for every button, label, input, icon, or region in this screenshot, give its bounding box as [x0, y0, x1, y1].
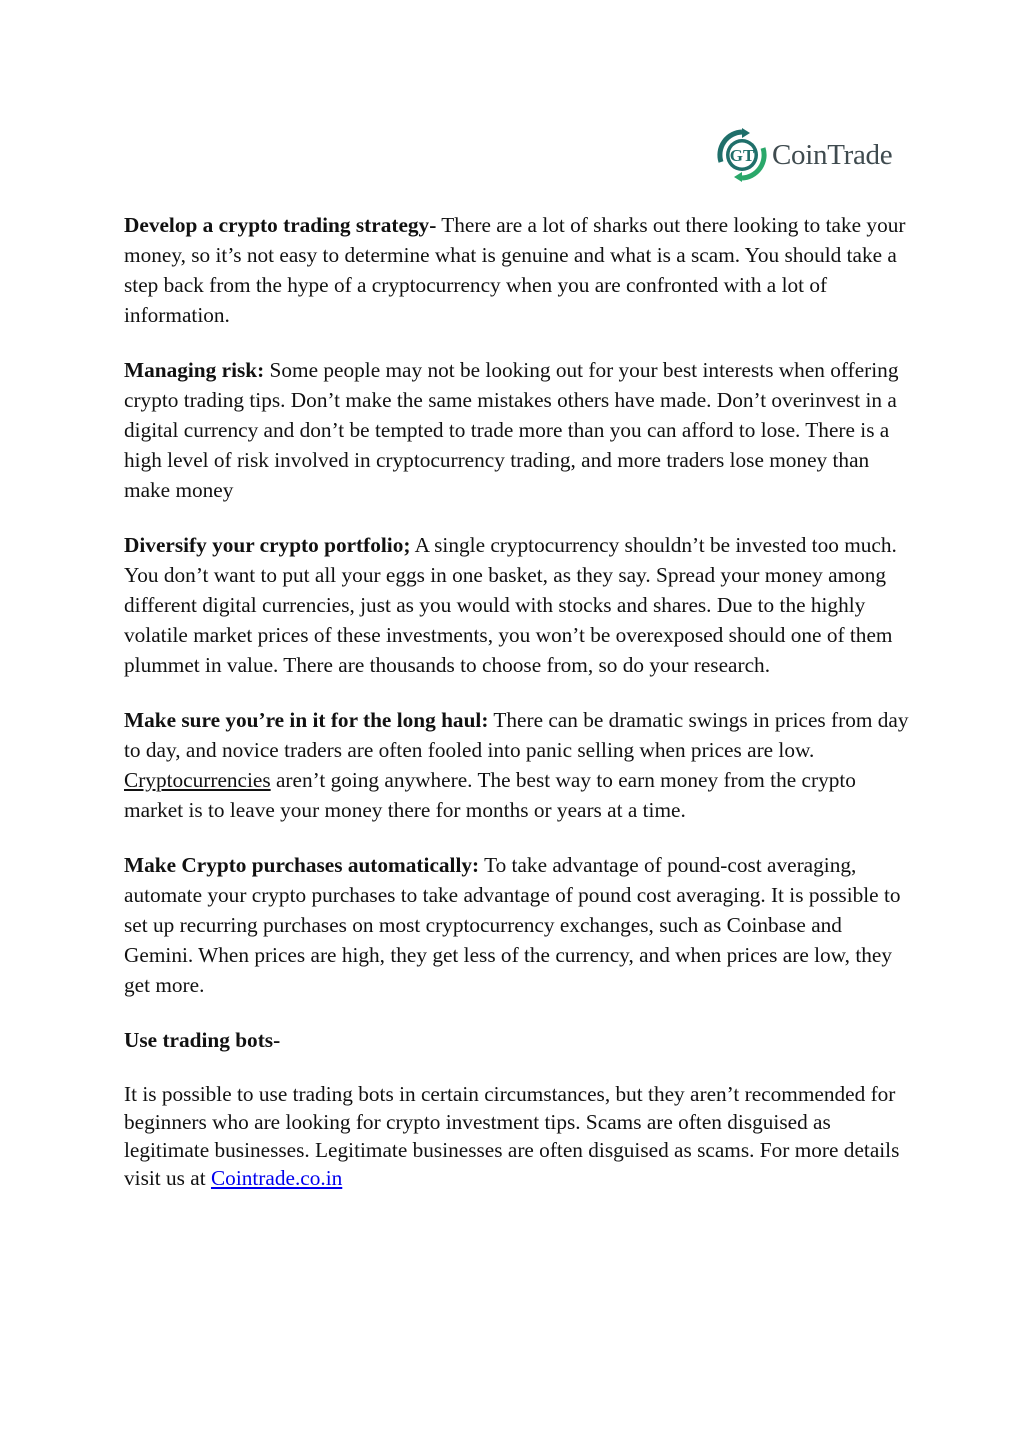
section-heading: Develop a crypto trading strategy-: [124, 213, 437, 237]
cryptocurrencies-link[interactable]: Cryptocurrencies: [124, 768, 271, 792]
section-heading: Make Crypto purchases automatically:: [124, 853, 480, 877]
section-text: To take advantage of pound-cost averaging, automate your crypto purchases to take advantage of pound cost averaging. It is possible to set up recurring purchases on most cryptocurrency exchanges, such as Coinbase and Gemini. When prices are high, they get less of the currency, and when prices are low, they get more.: [124, 853, 901, 997]
section-trading-bots-text: [124, 1080, 914, 1192]
section-heading: Make sure you’re in it for the long haul:: [124, 708, 489, 732]
section-heading: Use trading bots-: [124, 1028, 281, 1052]
section-heading: Diversify your crypto portfolio;: [124, 533, 411, 557]
cointrade-site-link[interactable]: Cointrade.co.in: [210, 1166, 343, 1190]
section-managing-risk: [124, 355, 914, 505]
section-heading: Managing risk:: [124, 358, 265, 382]
section-automatic-purchases: [124, 850, 914, 1000]
article-body: [124, 210, 914, 1217]
section-text-continued: aren’t going anywhere. The best way to earn money from the crypto market is to leave your money there for months or years at a time.: [124, 768, 856, 822]
section-text: A single cryptocurrency shouldn’t be invested too much. You don’t want to put all your eggs in one basket, as they say. Spread your money among different digital currencies, just as you would with stocks and shares. Due to the highly volatile market prices of these investments, you won’t be overexposed should one of them plummet in value. There are thousands to choose from, so do your research.: [124, 533, 897, 677]
section-diversify: [124, 530, 914, 680]
section-text: There can be dramatic swings in prices from day to day, and novice traders are often fooled into panic selling when prices are low.: [124, 708, 909, 762]
cointrade-logo: [716, 127, 892, 183]
logo-wordmark: CoinTrade: [772, 138, 893, 171]
section-long-haul: [124, 705, 914, 825]
section-text: There are a lot of sharks out there looking to take your money, so it’s not easy to determine what is genuine and what is a scam. You should take a step back from the hype of a cryptocurrency when you are confronted with a lot of information.: [124, 213, 906, 327]
section-text: It is possible to use trading bots in certain circumstances, but they aren’t recommended for beginners who are looking for crypto investment tips. Scams are often disguised as legitimate businesses. Legitimate businesses are often disguised as scams. For more details visit us at: [124, 1082, 900, 1190]
cointrade-logo-icon: [716, 128, 768, 182]
section-trading-bots-heading: [124, 1025, 914, 1055]
section-text: Some people may not be looking out for your best interests when offering crypto trading tips. Don’t make the same mistakes others have made. Don’t overinvest in a digital currency and don’t be tempted to trade more than you can afford to lose. There is a high level of risk involved in cryptocurrency trading, and more traders lose money than make money: [124, 358, 899, 502]
section-strategy: [124, 210, 914, 330]
svg-text:GT: GT: [729, 146, 755, 165]
